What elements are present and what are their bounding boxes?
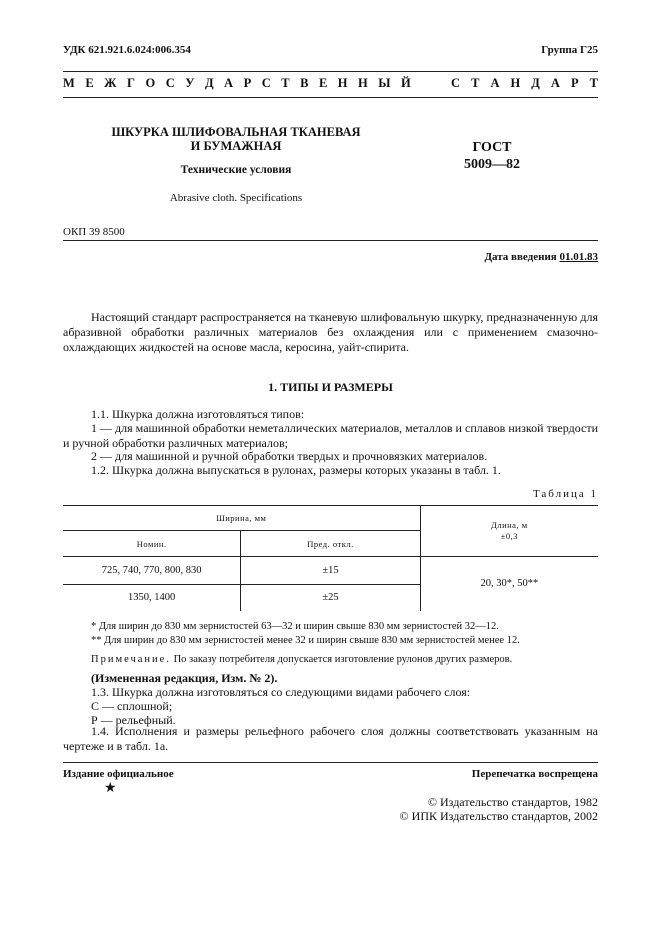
- table-row: [63, 557, 598, 585]
- footnote-2: ** Для ширин до 830 мм зернистостей менее 32 и ширин свыше 830 мм зернистостей менее 12.: [91, 635, 520, 646]
- footnote-1: * Для ширин до 830 мм зернистостей 63—32 и ширин свыше 830 мм зернистостей 32—12.: [91, 621, 499, 632]
- official-edition: Издание официальное: [63, 768, 174, 780]
- english-title: Abrasive cloth. Specifications: [169, 192, 303, 204]
- document-title: [100, 125, 372, 153]
- band-word-standard: [451, 76, 598, 91]
- star-icon: ★: [104, 781, 117, 796]
- clause-1-1: 1.1. Шкурка должна изготовляться типов:: [91, 407, 305, 421]
- length-header-tolerance: ±0,3: [500, 531, 518, 541]
- band-standard-letter: Р: [570, 76, 579, 90]
- table-label: Таблица 1: [532, 488, 598, 500]
- band-interstate-letter: Н: [358, 76, 368, 90]
- introduction-date-value: 01.01.83: [559, 251, 598, 263]
- intro-paragraph: Настоящий стандарт распространяется на тканевую шлифовальную шкурку, предназначенную для абразивной обработки различных материалов без охлаждения или с применением смазочно-охлаждающих жидкостей на основе масла, керосина, уайт-спирита.: [63, 310, 598, 354]
- band-interstate-letter: Е: [85, 76, 94, 90]
- deviation-cell: ±15: [241, 557, 420, 585]
- introduction-date-label: Дата введения: [484, 251, 557, 263]
- reprint-prohibited: Перепечатка воспрещена: [471, 768, 598, 780]
- band-interstate-letter: У: [185, 76, 195, 90]
- document-title-line2: И БУМАЖНАЯ: [190, 139, 282, 153]
- gost-designation: [446, 139, 538, 173]
- deviation-cell: ±25: [241, 585, 420, 611]
- band-standard-letter: С: [451, 76, 461, 90]
- length-header-label: Длина, м: [491, 520, 528, 530]
- table-note: [63, 653, 598, 667]
- band-interstate-letter: Р: [243, 76, 252, 90]
- band-interstate-letter: Й: [401, 76, 411, 90]
- document-title-line1: ШКУРКА ШЛИФОВАЛЬНАЯ ТКАНЕВАЯ: [111, 125, 361, 139]
- length-header: [420, 506, 598, 557]
- gost-label: ГОСТ: [472, 140, 512, 155]
- layer-solid: С — сплошной;: [91, 699, 173, 713]
- dimensions-table: [63, 505, 598, 611]
- band-interstate-letter: Ж: [104, 76, 117, 90]
- layer-relief: Р — рельефный.: [91, 713, 176, 727]
- copyright-1982: © Издательство стандартов, 1982: [427, 795, 598, 809]
- nominal-cell: 1350, 1400: [63, 585, 241, 611]
- band-standard-letter: Т: [471, 76, 480, 90]
- band-standard-letter: Д: [531, 76, 540, 90]
- band-interstate-letter: С: [261, 76, 271, 90]
- width-header: Ширина, мм: [63, 506, 420, 531]
- band-interstate-letter: Т: [281, 76, 290, 90]
- nominal-header: Номин.: [63, 531, 241, 557]
- band-interstate-letter: С: [165, 76, 175, 90]
- clause-1-4: 1.4. Исполнения и размеры рельефного рабочего слоя должны соответствовать указанным на чертеже и в табл. 1а.: [63, 724, 598, 753]
- copyright-2002: © ИПК Издательство стандартов, 2002: [399, 809, 598, 823]
- clause-1-1-type2: 2 — для машинной и ручной обработки твердых и прочновязких материалов.: [91, 449, 488, 463]
- okp-code: ОКП 39 8500: [63, 226, 125, 238]
- band-interstate-letter: Н: [337, 76, 348, 90]
- band-interstate-letter: Д: [204, 76, 214, 90]
- section-heading: 1. ТИПЫ И РАЗМЕРЫ: [268, 380, 393, 394]
- band-interstate-letter: В: [300, 76, 309, 90]
- introduction-date: [484, 251, 598, 263]
- band-bottom-rule: [63, 97, 598, 98]
- band-word-interstate: [63, 76, 411, 91]
- band-standard-letter: А: [550, 76, 560, 90]
- band-standard-letter: А: [490, 76, 500, 90]
- band-interstate-letter: Г: [127, 76, 135, 90]
- udc-code: УДК 621.921.6.024:006.354: [63, 44, 191, 56]
- okp-rule: [63, 240, 598, 241]
- band-interstate-letter: Е: [318, 76, 328, 90]
- group-code: Группа Г25: [541, 44, 598, 56]
- clause-1-2: 1.2. Шкурка должна выпускаться в рулонах, размеры которых указаны в табл. 1.: [91, 463, 501, 477]
- deviation-header: Пред. откл.: [241, 531, 420, 557]
- band-top-rule: [63, 71, 598, 72]
- band-interstate-letter: О: [145, 76, 156, 90]
- band-standard-letter: Н: [510, 76, 521, 90]
- note-label: Примечание.: [91, 654, 171, 665]
- note-text: По заказу потребителя допускается изготовление рулонов других размеров.: [170, 654, 513, 665]
- nominal-cell: 725, 740, 770, 800, 830: [63, 557, 241, 585]
- footer-rule: [63, 762, 598, 763]
- clause-1-3: 1.3. Шкурка должна изготовляться со следующими видами рабочего слоя:: [91, 685, 471, 699]
- length-cell: 20, 30*, 50**: [480, 578, 539, 590]
- band-interstate-letter: А: [224, 76, 234, 90]
- document-subtitle: Технические условия: [180, 164, 292, 176]
- band-interstate-letter: Ы: [378, 76, 391, 90]
- band-standard-letter: Т: [589, 76, 598, 90]
- band-interstate-letter: М: [63, 76, 75, 90]
- revision-note: (Измененная редакция, Изм. № 2).: [91, 671, 278, 685]
- gost-number: 5009—82: [464, 157, 520, 172]
- clause-1-1-type1: 1 — для машинной обработки неметаллических материалов, металлов и сплавов низкой твердости и ручной обработки различных материалов;: [63, 421, 598, 450]
